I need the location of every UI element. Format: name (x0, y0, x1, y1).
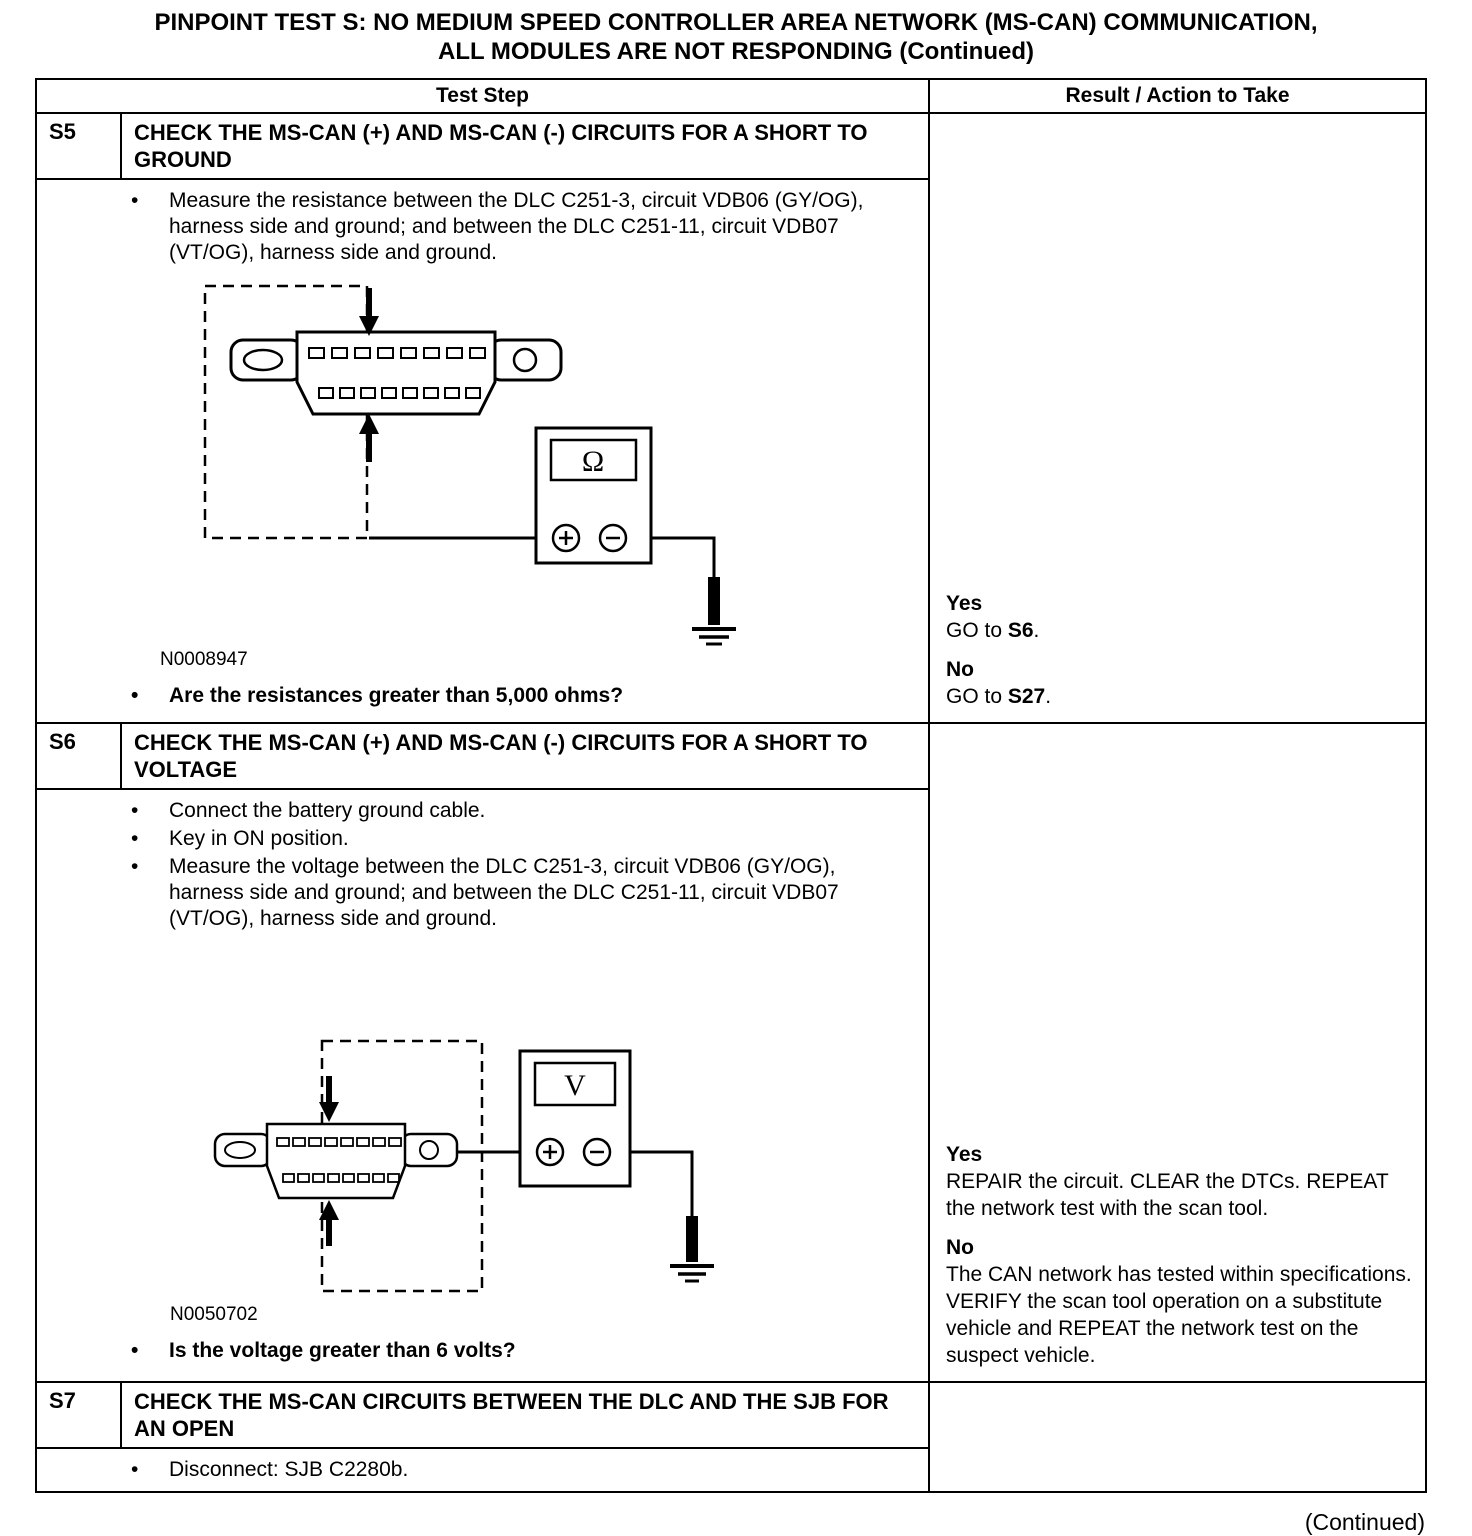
s5-diagram-svg (193, 282, 813, 647)
step-s6-body (36, 789, 929, 1382)
s5-question-text: Are the resistances greater than 5,000 ohms? (169, 684, 624, 707)
bullet-icon (131, 826, 169, 852)
s7-instruction-text: Disconnect: SJB C2280b. (169, 1458, 409, 1481)
step-s7-body (36, 1448, 929, 1492)
bullet-icon (131, 683, 169, 709)
s6-figure-label: N0050702 (170, 1304, 258, 1325)
dlc-connector-icon (231, 332, 561, 414)
step-s6-result-cell (929, 723, 1426, 1382)
s7-instruction-item (37, 1457, 920, 1483)
s5-no-action-post: . (1045, 685, 1052, 708)
s5-no-action-pre: GO to (946, 685, 1008, 708)
minus-terminal-icon (584, 1139, 610, 1165)
probe-arrow-down-icon (359, 288, 379, 336)
s6-instruction-item-2 (37, 826, 920, 852)
meter-symbol-label: V (564, 1069, 586, 1102)
s5-yes-action-ref: S6 (1007, 619, 1034, 642)
ground-symbol-icon (670, 1216, 714, 1281)
plus-terminal-icon (553, 525, 579, 551)
s5-question-item (37, 683, 920, 709)
bullet-icon (131, 854, 169, 932)
s5-yes-action-post: . (1033, 619, 1040, 642)
bullet-icon (131, 1457, 169, 1483)
s6-instruction-text-2: Key in ON position. (169, 827, 349, 850)
s5-no-action-ref: S27 (1007, 685, 1046, 708)
s6-instruction-item-1 (37, 798, 920, 824)
s5-figure-label: N0008947 (160, 649, 248, 670)
s6-test-diagram (205, 1038, 920, 1300)
step-s7-id: S7 (36, 1382, 121, 1448)
s5-yes-action (946, 617, 1415, 644)
s6-yes-action: REPAIR the circuit. CLEAR the DTCs. REPEAT the network test with the scan tool. (946, 1170, 1389, 1220)
meter-symbol-label: Ω (581, 445, 605, 478)
s5-test-diagram (193, 282, 920, 647)
s5-yes-label: Yes (946, 592, 983, 615)
continued-note: (Continued) (1304, 1509, 1425, 1535)
ground-symbol-icon (692, 577, 736, 644)
minus-terminal-icon (600, 525, 626, 551)
bullet-icon (131, 798, 169, 824)
step-s5-body (36, 179, 929, 723)
step-s6-id: S6 (36, 723, 121, 789)
step-s6-title: CHECK THE MS-CAN (+) AND MS-CAN (-) CIRCUITS FOR A SHORT TO VOLTAGE (121, 723, 929, 789)
multimeter-icon (520, 1051, 630, 1186)
dlc-connector-icon (215, 1124, 457, 1198)
s6-instruction-item-3 (37, 854, 920, 932)
s6-yes-label: Yes (946, 1143, 983, 1166)
s6-no-action: The CAN network has tested within specifications. VERIFY the scan tool operation on a substitute vehicle and REPEAT the network test on the suspect vehicle. (946, 1263, 1412, 1367)
page-title-line1: PINPOINT TEST S: NO MEDIUM SPEED CONTROLLER AREA NETWORK (MS-CAN) COMMUNICATION, (154, 9, 1318, 36)
s6-no-label: No (946, 1236, 974, 1259)
plus-terminal-icon (537, 1139, 563, 1165)
s6-question-item (37, 1338, 920, 1364)
step-s5-id: S5 (36, 113, 121, 179)
bullet-icon (131, 1338, 169, 1364)
s5-no-label: No (946, 658, 974, 681)
page-title (0, 0, 1472, 66)
multimeter-icon (536, 428, 651, 563)
s6-question-text: Is the voltage greater than 6 volts? (169, 1339, 516, 1362)
step-s5-result-cell (929, 113, 1426, 723)
s6-instruction-text-1: Connect the battery ground cable. (169, 799, 486, 822)
step-s7-title: CHECK THE MS-CAN CIRCUITS BETWEEN THE DLC AND THE SJB FOR AN OPEN (121, 1382, 929, 1448)
s6-instruction-text-3: Measure the voltage between the DLC C251-3, circuit VDB06 (GY/OG), harness side and ground; and between the DLC C251-11, circuit VDB07 (VT/OG), harness side and ground. (169, 855, 839, 930)
probe-arrow-up-icon (359, 414, 379, 462)
s5-instruction-text: Measure the resistance between the DLC C251-3, circuit VDB06 (GY/OG), harness side and ground; and between the DLC C251-11, circuit VDB07 (VT/OG), harness side and ground. (169, 189, 864, 264)
bullet-icon (131, 188, 169, 266)
column-header-test-step: Test Step (36, 79, 929, 113)
pinpoint-table-wrapper (35, 78, 1425, 1493)
s5-yes-action-pre: GO to (946, 619, 1008, 642)
s6-diagram-svg (205, 1038, 765, 1300)
column-header-result: Result / Action to Take (929, 79, 1426, 113)
s5-no-action (946, 683, 1415, 710)
step-s5-title: CHECK THE MS-CAN (+) AND MS-CAN (-) CIRCUITS FOR A SHORT TO GROUND (121, 113, 929, 179)
pinpoint-test-table (35, 78, 1427, 1493)
step-s7-result-cell (929, 1382, 1426, 1492)
s5-instruction-item (37, 188, 920, 266)
page-title-line2: ALL MODULES ARE NOT RESPONDING (Continued) (438, 38, 1034, 65)
